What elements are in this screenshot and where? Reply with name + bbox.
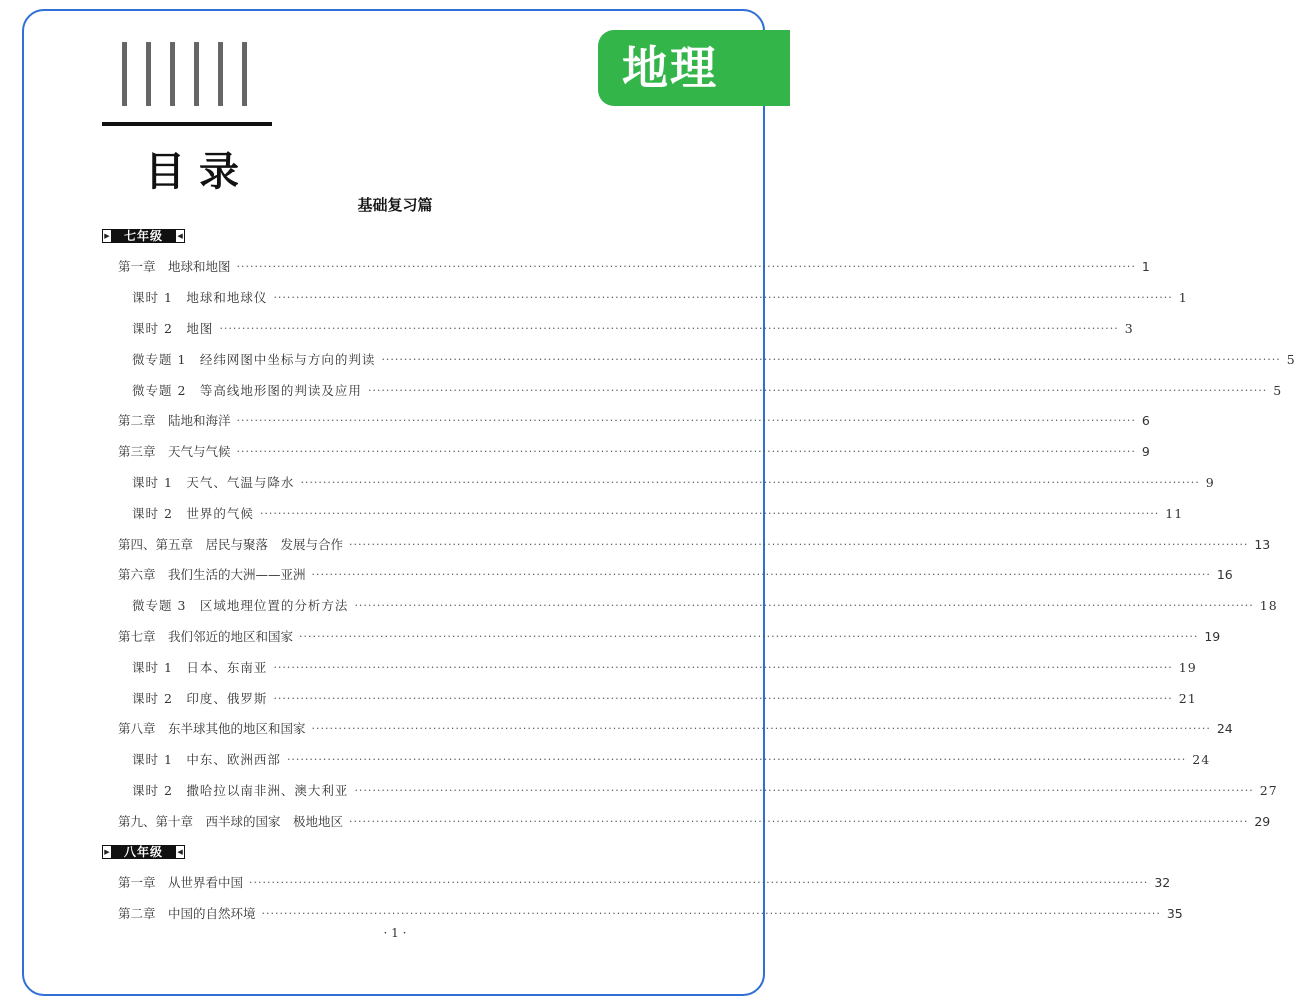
toc-leader-dots: ········································································································································································································	[236, 259, 1136, 273]
toc-entry-label: 第二章 陆地和海洋	[118, 413, 231, 428]
page-title: 目录	[145, 148, 253, 195]
toc-entry-label: 第一章 从世界看中国	[118, 875, 244, 890]
toc-entry-page: 19	[1178, 659, 1197, 675]
section-title: 基础复习篇	[357, 196, 433, 214]
toc-entry[interactable]	[132, 657, 1197, 677]
toc-entry-label: 课时 1 中东、欧洲西部	[132, 752, 281, 767]
grade-heading-7: ▶ 七年级 ◀	[102, 228, 185, 244]
toc-entry[interactable]	[118, 718, 1233, 738]
toc-entry-page: 16	[1216, 566, 1233, 582]
toc-entry-label: 课时 2 地图	[132, 321, 214, 336]
arrow-left-icon: ◀	[175, 845, 185, 859]
arrow-left-icon: ◀	[175, 229, 185, 243]
toc-entry-page: 6	[1141, 412, 1150, 428]
toc-entry[interactable]	[132, 349, 1296, 369]
toc-leader-dots: ········································································································································································································	[273, 660, 1173, 674]
toc-entry-page: 32	[1154, 874, 1171, 890]
toc-entry[interactable]	[118, 872, 1171, 892]
toc-entry-label: 第四、第五章 居民与聚落 发展与合作	[118, 537, 344, 552]
toc-leader-dots: ········································································································································································································	[349, 537, 1249, 551]
toc-leader-dots: ········································································································································································································	[236, 413, 1136, 427]
toc-entry-label: 第九、第十章 西半球的国家 极地地区	[118, 814, 344, 829]
toc-entry-page: 29	[1254, 813, 1271, 829]
toc-entry-page: 13	[1254, 536, 1271, 552]
toc-leader-dots: ········································································································································································································	[273, 691, 1173, 705]
title-rule	[102, 122, 272, 126]
toc-entry[interactable]	[118, 256, 1150, 276]
toc-entry-label: 第一章 地球和地图	[118, 259, 231, 274]
toc-entry[interactable]	[118, 534, 1271, 554]
toc-entry[interactable]	[118, 626, 1221, 646]
toc-entry-page: 1	[1141, 258, 1150, 274]
toc-leader-dots: ········································································································································································································	[300, 475, 1200, 489]
toc-entry[interactable]	[132, 472, 1215, 492]
toc-entry[interactable]	[132, 688, 1197, 708]
toc-entry-page: 5	[1273, 382, 1283, 398]
toc-leader-dots: ········································································································································································································	[236, 444, 1136, 458]
toc-leader-dots: ········································································································································································································	[259, 506, 1160, 520]
toc-entry-page: 21	[1178, 690, 1197, 706]
toc-entry-label: 微专题 3 区域地理位置的分析方法	[132, 598, 349, 613]
page-number: · 1 ·	[383, 926, 407, 940]
toc-leader-dots: ········································································································································································································	[273, 290, 1173, 304]
toc-entry-page: 27	[1259, 782, 1278, 798]
toc-entry-label: 第三章 天气与气候	[118, 444, 231, 459]
grade-heading-8: ▶ 八年级 ◀	[102, 844, 185, 860]
toc-leader-dots: ········································································································································································································	[311, 567, 1211, 581]
toc-entry-page: 3	[1124, 320, 1134, 336]
toc-entry-page: 9	[1205, 474, 1215, 490]
toc-leader-dots: ········································································································································································································	[249, 875, 1149, 889]
toc-entry[interactable]	[132, 287, 1188, 307]
toc-entry[interactable]	[132, 749, 1211, 769]
subject-tab: 地理	[598, 30, 790, 106]
toc-leader-dots: ········································································································································································································	[354, 598, 1254, 612]
toc-entry[interactable]	[118, 564, 1233, 584]
toc-entry-page: 24	[1216, 720, 1233, 736]
toc-entry[interactable]	[118, 441, 1150, 461]
toc-entry-label: 第二章 中国的自然环境	[118, 906, 256, 921]
toc-entry[interactable]	[118, 811, 1271, 831]
toc-leader-dots: ········································································································································································································	[311, 721, 1211, 735]
toc-entry-page: 24	[1192, 751, 1211, 767]
toc-leader-dots: ········································································································································································································	[381, 352, 1281, 366]
toc-entry[interactable]	[132, 380, 1283, 400]
toc-entry-label: 第六章 我们生活的大洲——亚洲	[118, 567, 306, 582]
toc-entry-label: 第七章 我们邻近的地区和国家	[118, 629, 294, 644]
toc-entry[interactable]	[118, 903, 1183, 923]
toc-entry-label: 课时 1 天气、气温与降水	[132, 475, 295, 490]
toc-entry-page: 1	[1178, 289, 1188, 305]
toc-entry-label: 微专题 2 等高线地形图的判读及应用	[132, 383, 362, 398]
toc-entry[interactable]	[132, 503, 1184, 523]
toc-leader-dots: ········································································································································································································	[299, 629, 1199, 643]
toc-entry[interactable]	[132, 595, 1278, 615]
arrow-right-icon: ▶	[102, 845, 112, 859]
toc-leader-dots: ········································································································································································································	[286, 752, 1187, 766]
toc-entry[interactable]	[132, 780, 1278, 800]
toc-entry-label: 第八章 东半球其他的地区和国家	[118, 721, 306, 736]
toc-entry-label: 课时 2 印度、俄罗斯	[132, 691, 268, 706]
toc-entry-label: 课时 2 世界的气候	[132, 506, 254, 521]
arrow-right-icon: ▶	[102, 229, 112, 243]
toc-entry-page: 35	[1166, 905, 1183, 921]
toc-entry[interactable]	[118, 410, 1150, 430]
toc-leader-dots: ········································································································································································································	[367, 383, 1268, 397]
toc-entry-page: 19	[1204, 628, 1221, 644]
toc-entry-label: 课时 1 日本、东南亚	[132, 660, 268, 675]
toc-entry-label: 微专题 1 经纬网图中坐标与方向的判读	[132, 352, 376, 367]
toc-entry-page: 11	[1165, 505, 1184, 521]
toc-entry-page: 18	[1259, 597, 1278, 613]
toc-entry-label: 课时 1 地球和地球仪	[132, 290, 268, 305]
toc-leader-dots: ········································································································································································································	[261, 906, 1161, 920]
toc-entry-page: 9	[1141, 443, 1150, 459]
toc-leader-dots: ········································································································································································································	[349, 814, 1249, 828]
toc-leader-dots: ········································································································································································································	[219, 321, 1119, 335]
toc-entry-label: 课时 2 撒哈拉以南非洲、澳大利亚	[132, 783, 349, 798]
toc-entry-page: 5	[1286, 351, 1296, 367]
toc-entry[interactable]	[132, 318, 1134, 338]
toc-leader-dots: ········································································································································································································	[354, 783, 1254, 797]
